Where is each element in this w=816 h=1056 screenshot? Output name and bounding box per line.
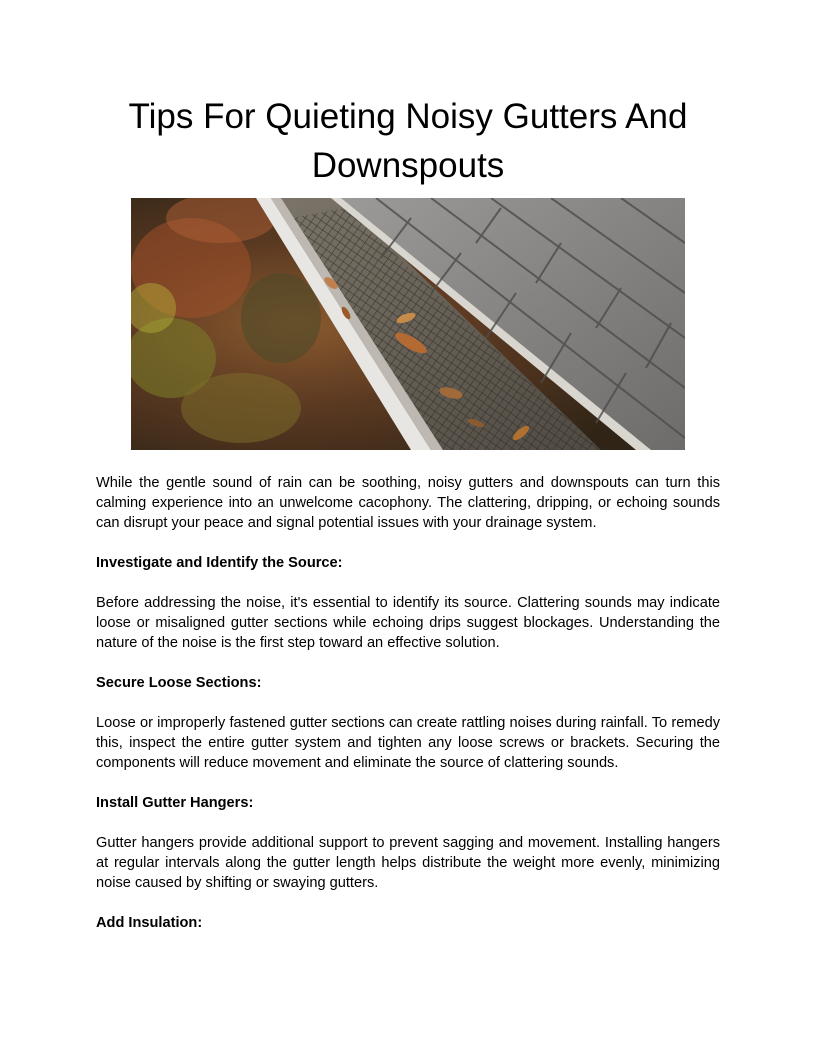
- investigate-paragraph: Before addressing the noise, it's essential to identify its source. Clattering sounds may indicate loose or misaligned gutter sections while echoing drips suggest blockages. Understanding the nature of the noise is the first step toward an effective solution.: [96, 595, 720, 651]
- gutter-photo: [131, 198, 685, 450]
- page-title: Tips For Quieting Noisy Gutters And Downspouts: [128, 97, 688, 185]
- heading-add-insulation: Add Insulation:: [96, 915, 203, 931]
- heading-secure-loose-sections: Secure Loose Sections:: [96, 675, 262, 691]
- hangers-paragraph: Gutter hangers provide additional support to prevent sagging and movement. Installing hangers at regular intervals along the gutter length helps distribute the weight more evenly, minimizing noise caused by shifting or swaying gutters.: [96, 835, 720, 891]
- secure-paragraph: Loose or improperly fastened gutter sections can create rattling noises during rainfall. To remedy this, inspect the entire gutter system and tighten any loose screws or brackets. Securing the components will reduce movement and eliminate the source of clattering sounds.: [96, 715, 720, 771]
- heading-install-gutter-hangers: Install Gutter Hangers:: [96, 795, 254, 811]
- heading-investigate: Investigate and Identify the Source:: [96, 555, 343, 571]
- intro-paragraph: While the gentle sound of rain can be soothing, noisy gutters and downspouts can turn this calming experience into an unwelcome cacophony. The clattering, dripping, or echoing sounds can disrupt your peace and signal potential issues with your drainage system.: [96, 475, 720, 531]
- article-body: [96, 473, 720, 953]
